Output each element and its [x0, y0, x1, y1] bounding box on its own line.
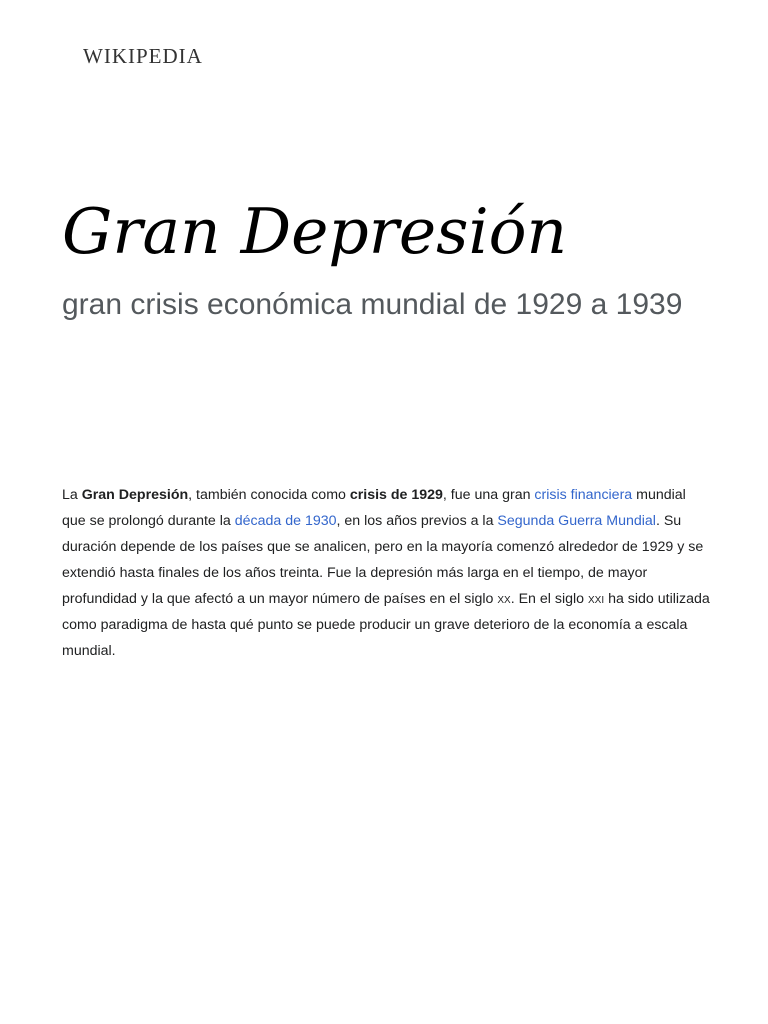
link-decada-1930[interactable]: década de 1930: [234, 513, 337, 529]
lead-bold-term: crisis de 1929: [349, 487, 443, 503]
wikipedia-logo[interactable]: [83, 44, 203, 68]
lead-text: . En el siglo: [510, 591, 588, 607]
lead-text: . Su duración depende de los países que se analicen, pero en la mayoría comenzó alrededor de 1929 y se extendió hasta finales de los años treinta. Fue la depresión más larga en el tiempo, de mayor profundidad y la que afectó a un mayor número de países en el siglo: [62, 513, 704, 607]
century-numeral: xxi: [588, 591, 605, 607]
link-crisis-financiera[interactable]: crisis financiera: [534, 487, 633, 503]
link-segunda-guerra-mundial[interactable]: Segunda Guerra Mundial: [497, 513, 656, 529]
century-numeral: xx: [497, 591, 511, 607]
lead-bold-term: Gran Depresión: [81, 487, 189, 503]
page-subtitle: gran crisis económica mundial de 1929 a 1939: [62, 288, 683, 321]
logo-wordmark: WIKIPEDIA: [83, 44, 203, 68]
page-title: Gran Depresión: [62, 195, 568, 268]
lead-text: mundial que se prolongó durante la: [62, 487, 686, 529]
lead-paragraph: [62, 482, 710, 664]
lead-text: La: [62, 487, 82, 503]
lead-text: , fue una gran: [442, 487, 535, 503]
lead-text: , en los años previos a la: [336, 513, 498, 529]
lead-text: , también conocida como: [188, 487, 350, 503]
lead-text: ha sido utilizada como paradigma de hasta qué punto se puede producir un grave deterioro de la economía a escala mundial.: [62, 591, 710, 659]
